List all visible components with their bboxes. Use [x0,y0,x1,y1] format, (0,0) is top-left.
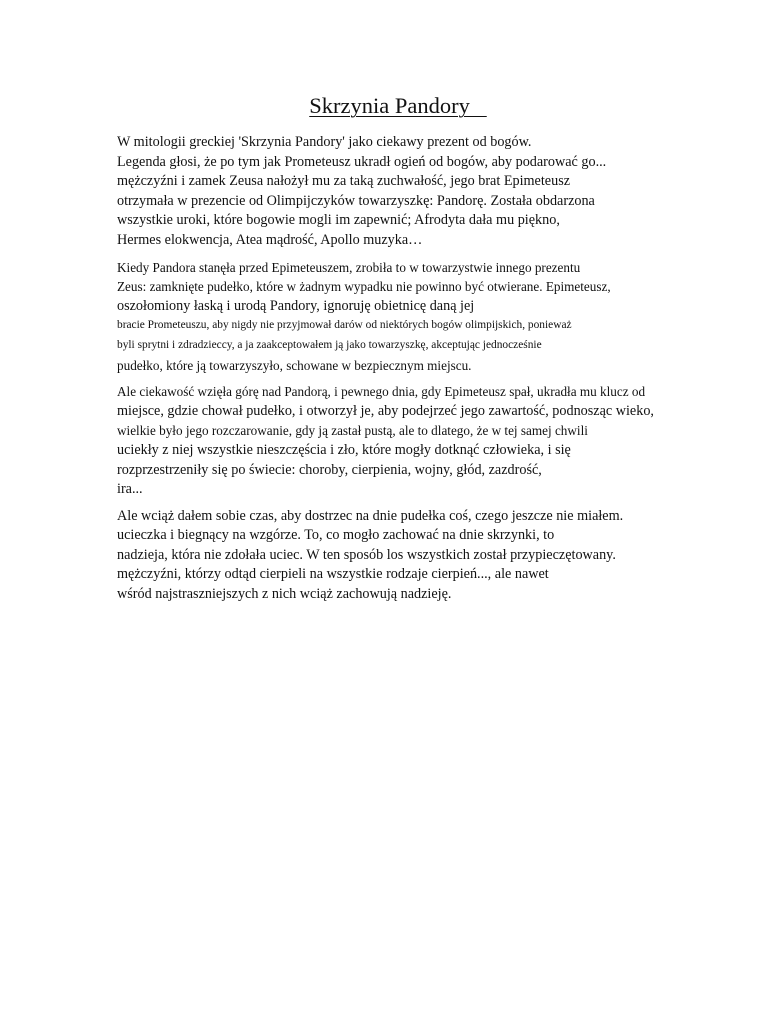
text-line: Ale ciekawość wzięła górę nad Pandorą, i pewnego dnia, gdy Epimeteusz spał, ukradła mu klucz od [117,384,646,400]
text-line: wśród najstraszniejszych z nich wciąż zachowują nadzieję. [117,586,452,603]
text-line: uciekły z niej wszystkie nieszczęścia i zło, które mogły dotknąć człowieka, i się [117,441,571,458]
text-line: W mitologii greckiej 'Skrzynia Pandory' jako ciekawy prezent od bogów. [117,134,532,150]
text-line: Legenda głosi, że po tym jak Prometeusz ukradł ogień od bogów, aby podarować go... [117,153,607,170]
text-line: mężczyźni, którzy odtąd cierpieli na wszystkie rodzaje cierpień..., ale nawet [117,566,549,583]
text-line: Kiedy Pandora stanęła przed Epimeteuszem, zrobiła to w towarzystwie innego prezentu [117,259,581,275]
text-line: Ale wciąż dałem sobie czas, aby dostrzec na dnie pudełka coś, czego jeszcze nie miałem. [117,507,624,524]
text-line: mężczyźni i zamek Zeusa nałożył mu za taką zuchwałość, jego brat Epimeteusz [117,173,571,190]
text-line: pudełko, które ją towarzyszyło, schowane w bezpiecznym miejscu. [117,357,472,373]
text-line: wszystkie uroki, które bogowie mogli im zapewnić; Afrodyta dała mu piękno, [117,212,560,229]
text-line: wielkie było jego rozczarowanie, gdy ją zastał pustą, ale to dlatego, że w tej samej chwili [117,423,588,439]
paragraph-4 [117,507,717,605]
text-line: ira... [117,481,143,498]
paragraph-1 [117,133,717,251]
text-line: ucieczka i biegnący na wzgórze. To, co mogło zachować na dnie skrzynki, to [117,527,555,544]
text-line: Zeus: zamknięte pudełko, które w żadnym wypadku nie powinno być otwierane. Epimeteusz, [117,279,611,295]
document-title: Skrzynia Pandory [309,93,487,118]
text-line: bracie Prometeuszu, aby nigdy nie przyjmował darów od niektórych bogów olimpijskich, ponieważ [117,319,572,332]
text-line: miejsce, gdzie chował pudełko, i otworzył je, aby podejrzeć jego zawartość, podnosząc wieko, [117,402,654,419]
paragraph-2 [117,258,717,376]
text-line: Hermes elokwencja, Atea mądrość, Apollo muzyka… [117,231,423,248]
text-line: otrzymała w prezencie od Olimpijczyków towarzyszkę: Pandorę. Została obdarzona [117,192,595,209]
paragraph-3 [117,382,717,500]
text-line: rozprzestrzeniły się po świecie: choroby, cierpienia, wojny, głód, zazdrość, [117,461,542,478]
text-line: nadzieja, która nie zdołała uciec. W ten sposób los wszystkich został przypieczętowany. [117,546,616,563]
text-line: byli sprytni i zdradzieccy, a ja zaakceptowałem ją jako towarzyszkę, akceptując jednocześnie [117,338,542,351]
text-line: oszołomiony łaską i urodą Pandory, ignoruję obietnicę daną jej [117,297,475,314]
document-body [117,133,717,605]
